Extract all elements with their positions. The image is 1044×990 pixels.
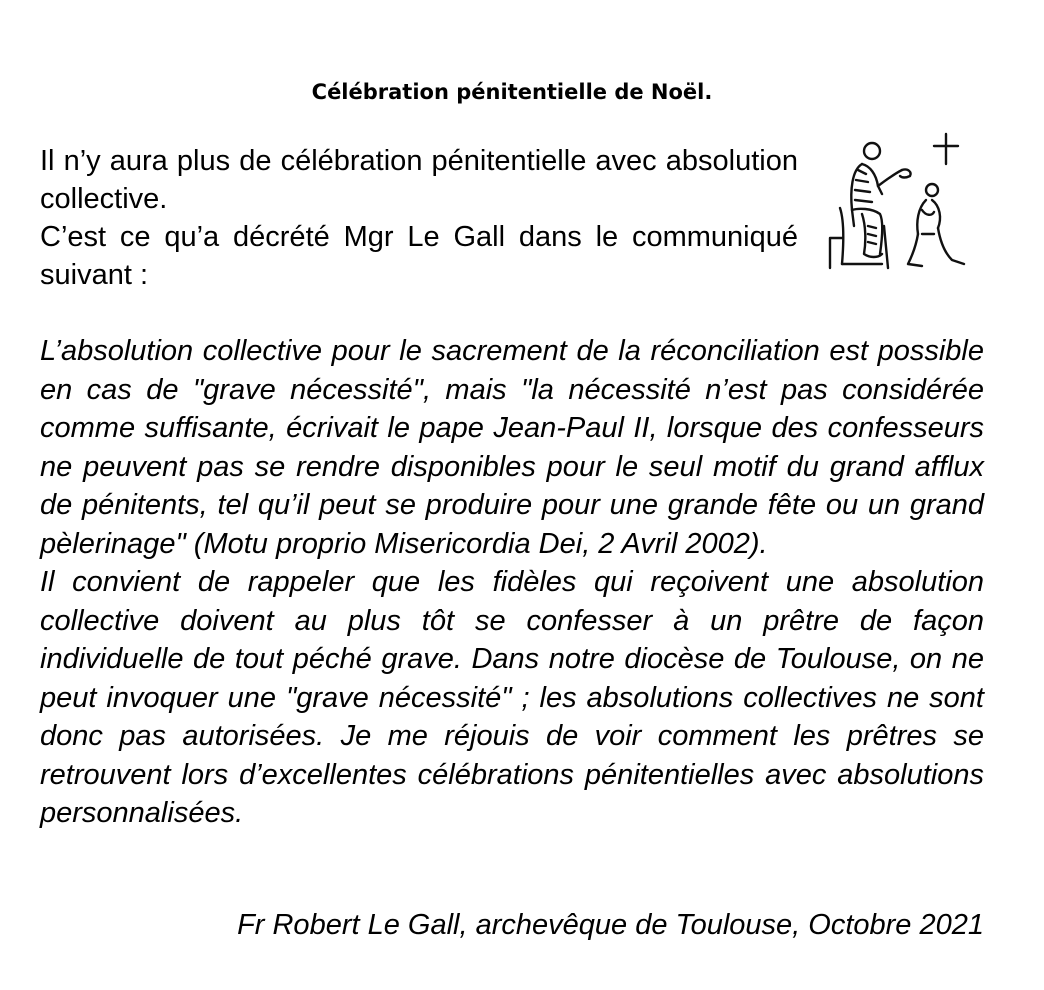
quote-paragraph-1: L’absolution collective pour le sacrement de la réconciliation est possible en cas de "grave nécessité", mais "la nécessité n’est pas considérée comme suffisante, écrivait le pape Jean-Paul II, lorsque des confesseurs ne peuvent pas se rendre disponibles pour le seul motif du grand afflux de pénitents, tel qu’il peut se produire pour une grande fête ou un grand pèlerinage" (Motu proprio Misericordia Dei, 2 Avril 2002).	[40, 335, 984, 560]
page-title: Célébration pénitentielle de Noël.	[311, 80, 713, 104]
bishop-communique	[40, 332, 984, 833]
intro-line-2: C’est ce qu’a décrété Mgr Le Gall dans le communiqué suivant :	[40, 221, 798, 291]
intro-text	[40, 142, 798, 294]
signature: Fr Robert Le Gall, archevêque de Toulouse, Octobre 2021	[237, 909, 984, 941]
confession-drawing-icon	[822, 130, 972, 280]
intro-line-1: Il n’y aura plus de célébration pénitentielle avec absolution collective.	[40, 145, 798, 215]
quote-paragraph-2: Il convient de rappeler que les fidèles qui reçoivent une absolution collective doivent au plus tôt se confesser à un prêtre de façon individuelle de tout péché grave. Dans notre diocèse de Toulouse, on ne peut invoquer une "grave nécessité" ; les absolutions collectives ne sont donc pas autorisées. Je me réjouis de voir comment les prêtres se retrouvent lors d’excellentes célébrations pénitentielles avec absolutions personnalisées.	[40, 566, 984, 829]
